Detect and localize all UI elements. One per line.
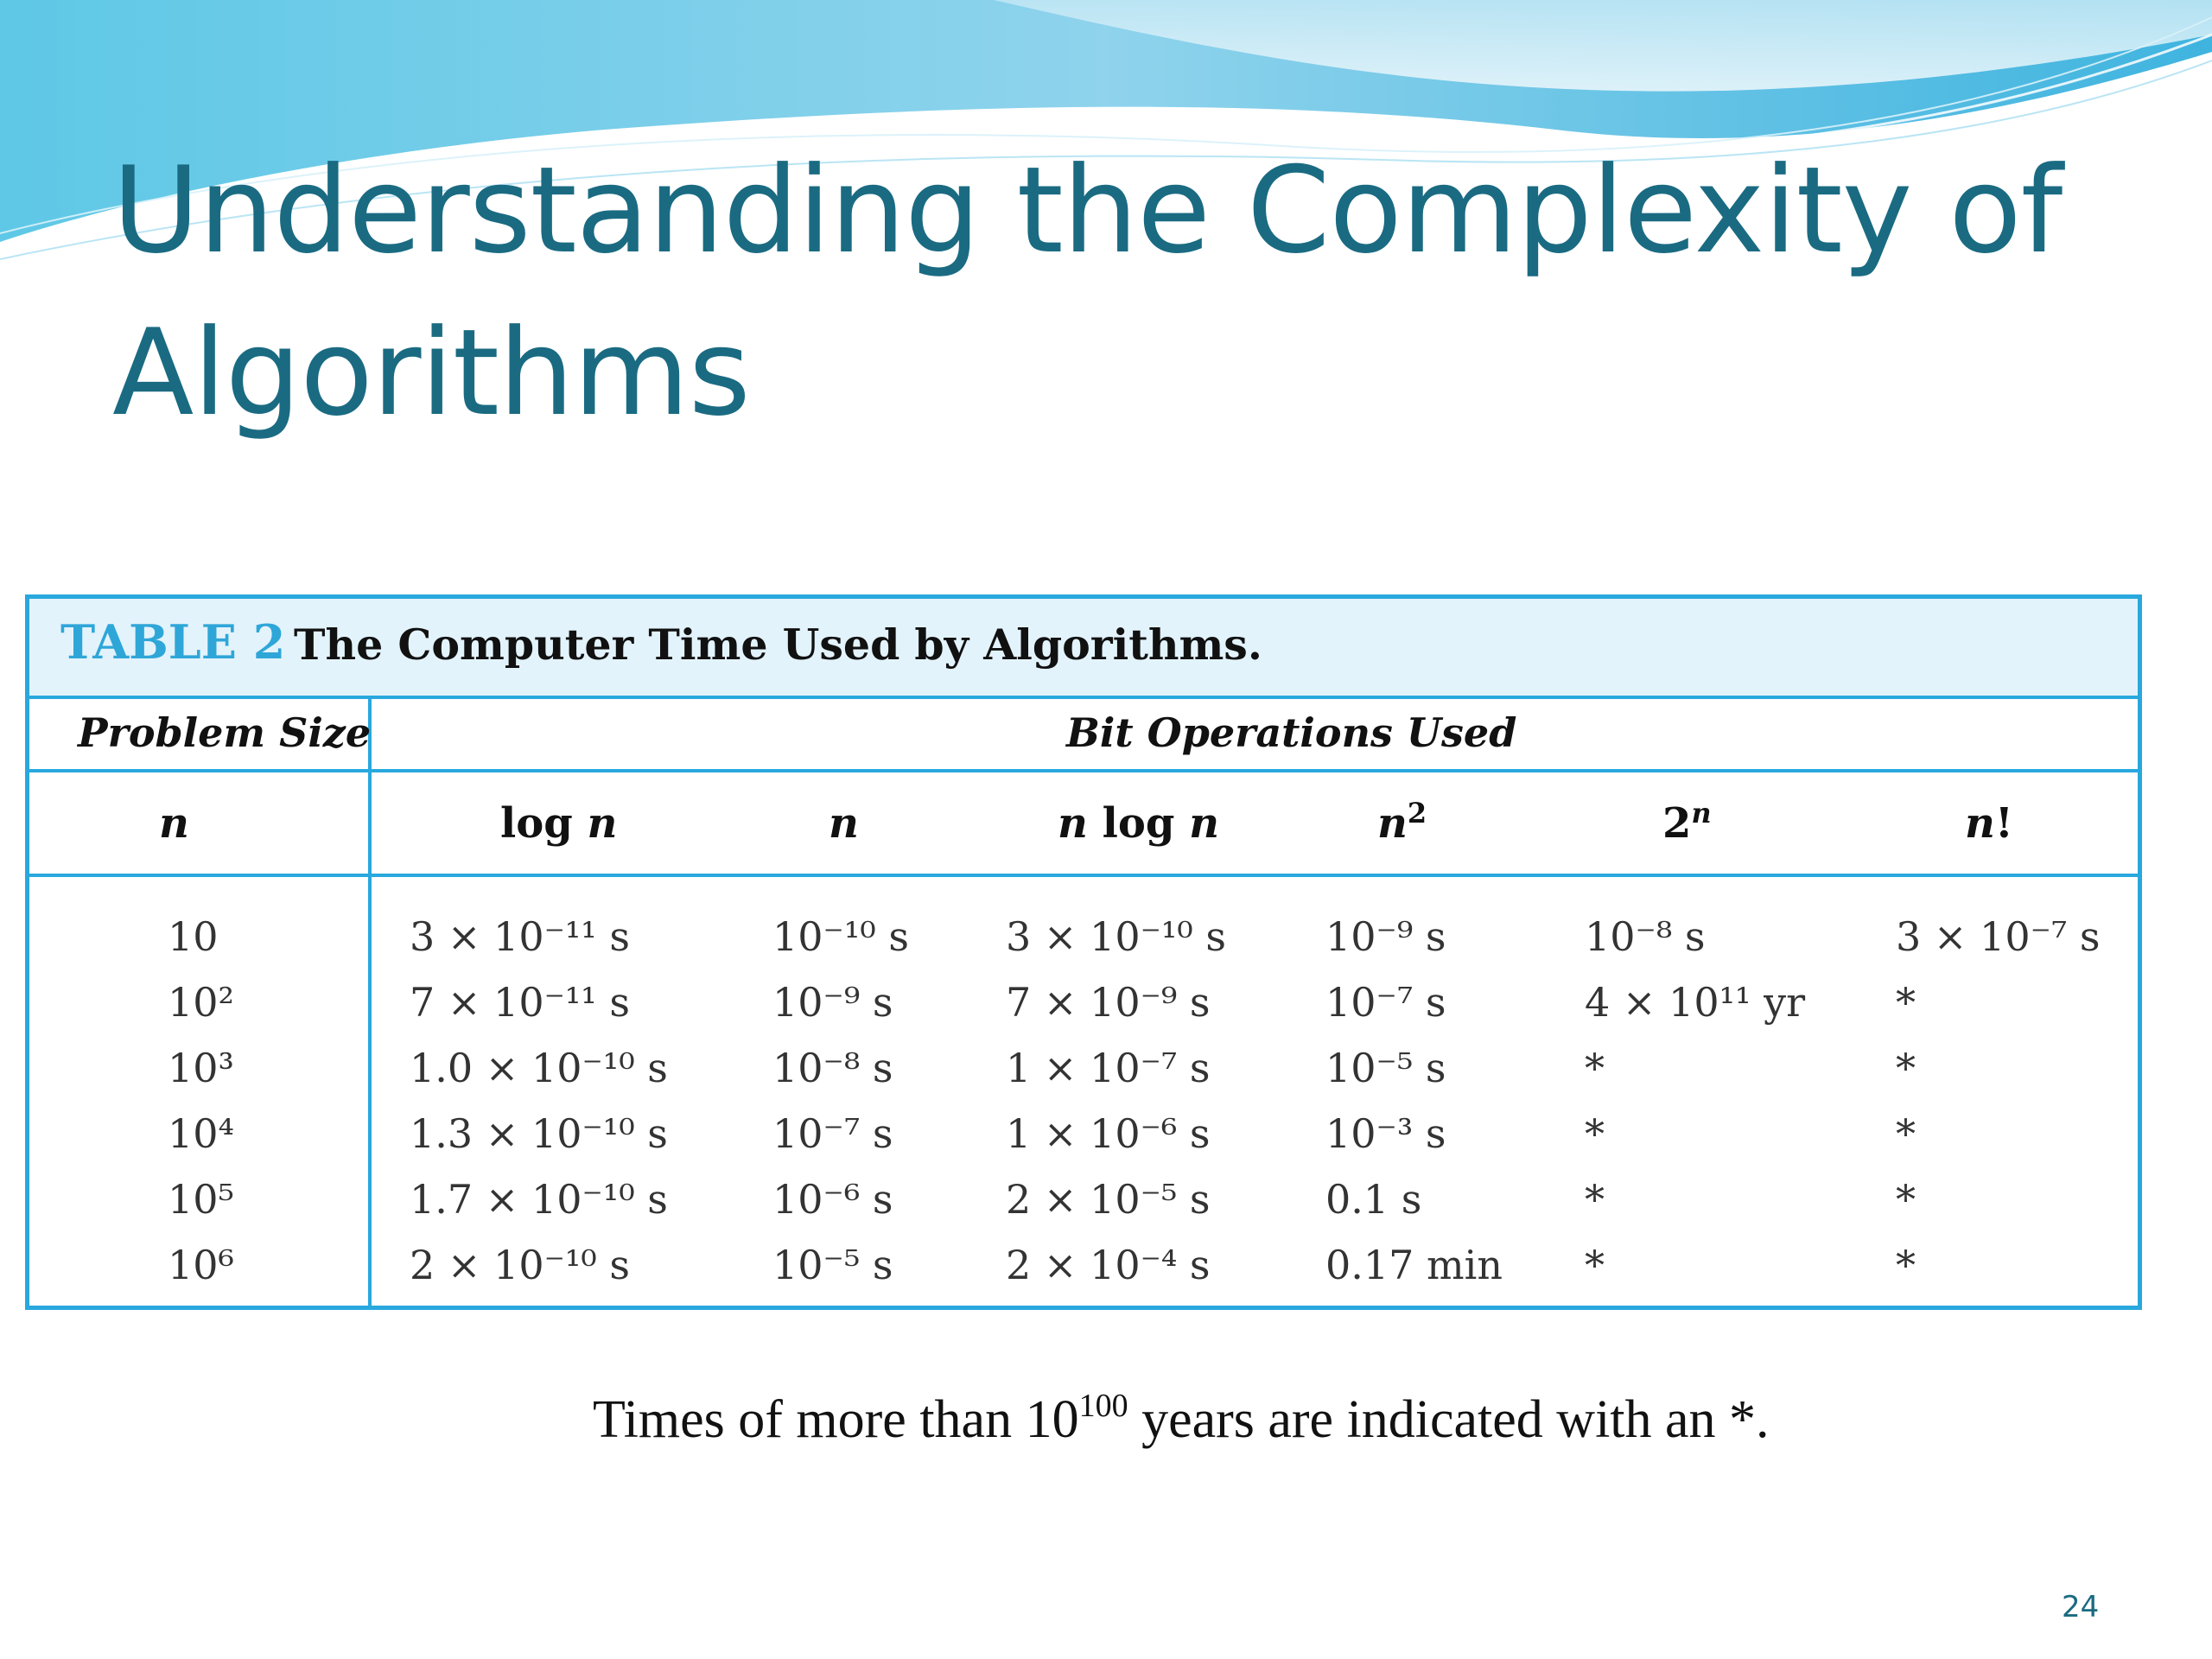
cell-r3-c1: 1.3 × 10⁻¹⁰ s (410, 1110, 668, 1157)
column-header-6: n! (1965, 799, 2013, 848)
cell-r4-c1: 1.7 × 10⁻¹⁰ s (410, 1176, 668, 1223)
column-header-5: 2$^n$ (1662, 797, 1712, 848)
cell-r0-c6: 3 × 10⁻⁷ s (1896, 913, 2101, 960)
slide-title (112, 130, 2100, 454)
cell-r4-c6: * (1896, 1176, 1916, 1223)
cell-r4-c4: 0.1 s (1325, 1176, 1422, 1223)
cell-r2-c3: 1 × 10⁻⁷ s (1006, 1045, 1211, 1091)
cell-r4-c3: 2 × 10⁻⁵ s (1006, 1176, 1211, 1223)
cell-r5-c0: 10⁶ (168, 1242, 234, 1288)
table-caption-text: The Computer Time Used by Algorithms. (294, 620, 1262, 670)
column-header-4: $n^2$ (1377, 797, 1427, 848)
column-header-3: n log n (1058, 799, 1220, 848)
cell-r5-c1: 2 × 10⁻¹⁰ s (410, 1242, 630, 1288)
column-header-0: n (159, 799, 189, 848)
cell-r5-c3: 2 × 10⁻⁴ s (1006, 1242, 1211, 1288)
complexity-table (25, 594, 2142, 1310)
cell-r1-c2: 10⁻⁹ s (772, 979, 893, 1026)
cell-r1-c1: 7 × 10⁻¹¹ s (410, 979, 630, 1026)
cell-r0-c3: 3 × 10⁻¹⁰ s (1006, 913, 1226, 960)
cell-r2-c2: 10⁻⁸ s (772, 1045, 893, 1091)
footnote-exponent: 100 (1078, 1388, 1128, 1424)
cell-r2-c5: * (1585, 1045, 1605, 1091)
cell-r1-c3: 7 × 10⁻⁹ s (1006, 979, 1211, 1026)
table-caption-row (29, 599, 2138, 699)
cell-r3-c4: 10⁻³ s (1325, 1110, 1446, 1157)
cell-r0-c5: 10⁻⁸ s (1585, 913, 1706, 960)
cell-r5-c5: * (1585, 1242, 1605, 1288)
header-divider (29, 769, 2138, 772)
cell-r5-c6: * (1896, 1242, 1916, 1288)
cell-r0-c4: 10⁻⁹ s (1325, 913, 1446, 960)
footnote (593, 1389, 1770, 1451)
body-divider (29, 874, 2138, 877)
cell-r3-c3: 1 × 10⁻⁶ s (1006, 1110, 1211, 1157)
footnote-before: Times of more than 10 (593, 1390, 1079, 1449)
title-line-2: Algorithms (112, 303, 750, 442)
cell-r3-c2: 10⁻⁷ s (772, 1110, 893, 1157)
title-line-1: Understanding the Complexity of (112, 141, 2063, 280)
cell-r5-c2: 10⁻⁵ s (772, 1242, 893, 1288)
cell-r2-c4: 10⁻⁵ s (1325, 1045, 1446, 1091)
table-caption-label: TABLE 2 (60, 614, 286, 670)
problem-size-header: Problem Size (78, 709, 372, 756)
cell-r3-c0: 10⁴ (168, 1110, 234, 1157)
cell-r0-c1: 3 × 10⁻¹¹ s (410, 913, 630, 960)
cell-r2-c6: * (1896, 1045, 1916, 1091)
column-divider (368, 699, 372, 1306)
cell-r0-c2: 10⁻¹⁰ s (772, 913, 909, 960)
cell-r1-c0: 10² (168, 979, 234, 1026)
cell-r2-c1: 1.0 × 10⁻¹⁰ s (410, 1045, 668, 1091)
cell-r4-c0: 10⁵ (168, 1176, 234, 1223)
cell-r0-c0: 10 (168, 913, 219, 960)
page-number: 24 (2062, 1590, 2100, 1624)
cell-r4-c2: 10⁻⁶ s (772, 1176, 893, 1223)
cell-r2-c0: 10³ (168, 1045, 234, 1091)
cell-r3-c6: * (1896, 1110, 1916, 1157)
cell-r1-c4: 10⁻⁷ s (1325, 979, 1446, 1026)
cell-r1-c5: 4 × 10¹¹ yr (1585, 979, 1806, 1026)
bit-operations-header: Bit Operations Used (1066, 709, 1517, 756)
cell-r3-c5: * (1585, 1110, 1605, 1157)
column-header-1: log n (500, 799, 618, 848)
cell-r4-c5: * (1585, 1176, 1605, 1223)
cell-r5-c4: 0.17 min (1325, 1242, 1503, 1288)
footnote-after: years are indicated with an *. (1128, 1390, 1770, 1449)
column-header-2: n (829, 799, 859, 848)
cell-r1-c6: * (1896, 979, 1916, 1026)
